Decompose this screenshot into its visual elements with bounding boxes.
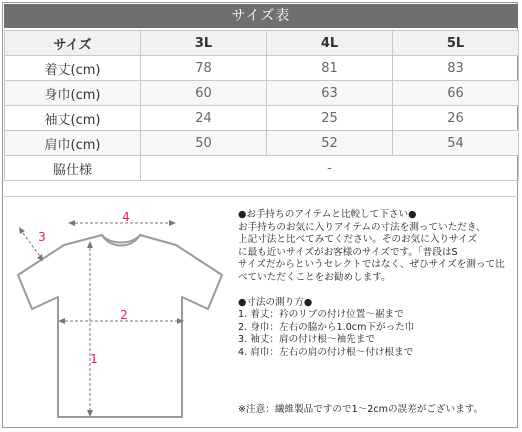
method-line: 1. 着丈：衿のリブの付け位置～裾まで [238, 309, 404, 321]
header-3l: 3L [141, 31, 267, 56]
header-size: サイズ [5, 31, 141, 56]
size-table-header-row [5, 31, 519, 56]
table-row [5, 106, 519, 131]
cell-value: 83 [393, 56, 519, 81]
cell-value: 81 [267, 56, 393, 81]
method-line: 3. 袖丈：肩の付け根～袖先まで [238, 334, 375, 346]
cell-value: 24 [141, 106, 267, 131]
intro-line: 上記寸法と比べてみてください。そのお気に入りサイズ [238, 234, 478, 246]
tshirt-outline [18, 235, 222, 417]
shoulder-arrow-left [68, 220, 75, 226]
tshirt-diagram [6, 203, 236, 423]
cell-value: 78 [141, 56, 267, 81]
cell-value: 26 [393, 106, 519, 131]
measurement-notes [238, 209, 514, 360]
label-1: 1 [90, 352, 98, 366]
cell-value: 52 [267, 131, 393, 156]
measurement-section [4, 196, 518, 427]
header-4l: 4L [267, 31, 393, 56]
label-4: 4 [122, 210, 130, 224]
cell-value: 66 [393, 81, 519, 106]
method-line: 4. 肩巾：左右の肩の付け根～付け根まで [238, 346, 414, 358]
cell-value: 63 [267, 81, 393, 106]
intro-line: に最も近いサイズがお客様のサイズです。「普段はS [238, 246, 458, 258]
shoulder-arrow-right [169, 220, 176, 226]
table-row [5, 81, 519, 106]
intro-line: お手持ちのお気に入りアイテムの寸法を測っていただき、 [238, 221, 486, 233]
row-label: 袖丈(cm) [5, 106, 141, 131]
size-table [4, 30, 519, 181]
label-2: 2 [120, 308, 128, 322]
cell-value: - [141, 156, 519, 181]
row-label: 肩巾(cm) [5, 131, 141, 156]
cell-value: 54 [393, 131, 519, 156]
caution-note: ※注意：繊維製品ですので1～2cmの誤差がございます。 [238, 404, 484, 415]
intro-line: サイズだからというセレクトではなく、ぜひサイズを測って比 [238, 259, 505, 271]
table-row [5, 56, 519, 81]
table-row [5, 156, 519, 181]
table-row [5, 131, 519, 156]
row-label: 着丈(cm) [5, 56, 141, 81]
cell-value: 50 [141, 131, 267, 156]
sleeve-arrow-top [19, 227, 25, 234]
row-label: 脇仕様 [5, 156, 141, 181]
method-line: 2. 身巾：左右の脇から1.0cm下がった巾 [238, 321, 415, 333]
label-3: 3 [38, 230, 46, 244]
intro-line: べていただくことをお勧めします。 [238, 271, 391, 283]
cell-value: 60 [141, 81, 267, 106]
method-title: ●寸法の測り方● [238, 296, 313, 308]
cell-value: 25 [267, 106, 393, 131]
intro-title: ●お手持ちのアイテムと比較して下さい● [238, 209, 417, 220]
size-chart-title: サイズ表 [4, 4, 518, 28]
row-label: 身巾(cm) [5, 81, 141, 106]
header-5l: 5L [393, 31, 519, 56]
